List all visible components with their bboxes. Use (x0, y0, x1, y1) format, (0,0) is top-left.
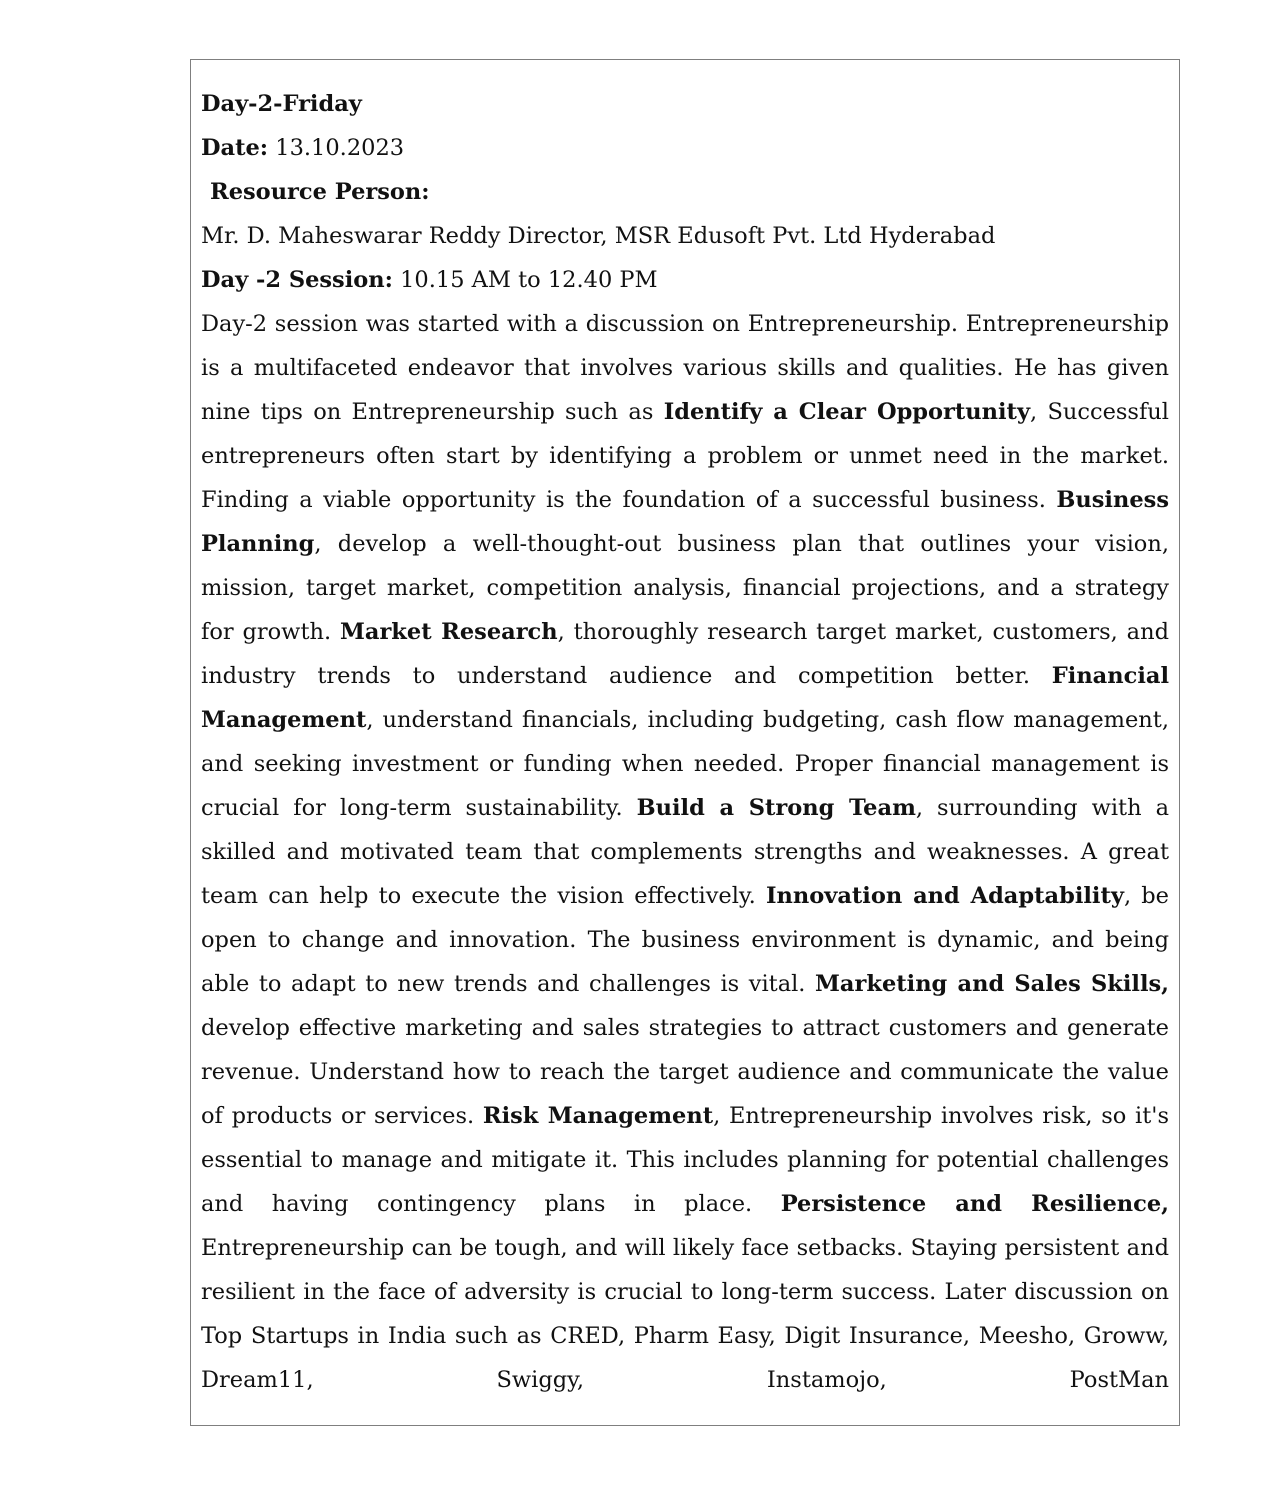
resource-person-value: Mr. D. Maheswarar Reddy Director, MSR Edusoft Pvt. Ltd Hyderabad (201, 223, 996, 249)
document-content (201, 82, 1169, 1402)
date-label: Date: (201, 135, 269, 161)
session-line (201, 258, 1169, 302)
tip-title: Market Research (339, 619, 558, 645)
body-paragraph: Day-2 session was started with a discussion on Entrepreneurship. Entrepreneurship is a multifaceted endeavor that involves various skills and qualities. He has given nine tips on Entrepreneurship such as Identify a Clear Opportunity, Successful entrepreneurs often start by identifying a problem or unmet need in the market. Finding a viable opportunity is the foundation of a successful business. Business Planning, develop a well-thought-out business plan that outlines your vision, mission, target market, competition analysis, financial projections, and a strategy for growth. Market Research, thoroughly research target market, customers, and industry trends to understand audience and competition better. Financial Management, understand financials, including budgeting, cash flow management, and seeking investment or funding when needed. Proper financial management is crucial for long-term sustainability. Build a Strong Team, surrounding with a skilled and motivated team that complements strengths and weaknesses. A great team can help to execute the vision effectively. Innovation and Adaptability, be open to change and innovation. The business environment is dynamic, and being able to adapt to new trends and challenges is vital. Marketing and Sales Skills, develop effective marketing and sales strategies to attract customers and generate revenue. Understand how to reach the target audience and communicate the value of products or services. Risk Management, Entrepreneurship involves risk, so it's essential to manage and mitigate it. This includes planning for potential challenges and having contingency plans in place. Persistence and Resilience, Entrepreneurship can be tough, and will likely face setbacks. Staying persistent and resilient in the face of adversity is crucial to long-term success. Later discussion on Top Startups in India such as CRED, Pharm Easy, Digit Insurance, Meesho, Groww, Dream11, Swiggy, Instamojo, PostMan (201, 311, 1170, 1393)
date-line (201, 126, 1169, 170)
tip-title: Risk Management (482, 1103, 714, 1129)
tip-title: Financial Management (201, 663, 1169, 733)
tip-title: Persistence and Resilience, (780, 1191, 1169, 1217)
resource-person-line (201, 170, 1169, 214)
tip-title: Identify a Clear Opportunity (663, 399, 1031, 425)
tip-title: Business Planning (201, 487, 1169, 557)
session-value: 10.15 AM to 12.40 PM (400, 267, 658, 293)
day-title: Day-2-Friday (201, 91, 362, 117)
date-value: 13.10.2023 (275, 135, 405, 161)
tip-title: Innovation and Adaptability (766, 883, 1124, 909)
session-label: Day -2 Session: (201, 267, 393, 293)
tip-title: Build a Strong Team (636, 795, 916, 821)
tip-title: Marketing and Sales Skills, (815, 971, 1169, 997)
resource-label: Resource Person: (210, 179, 430, 205)
